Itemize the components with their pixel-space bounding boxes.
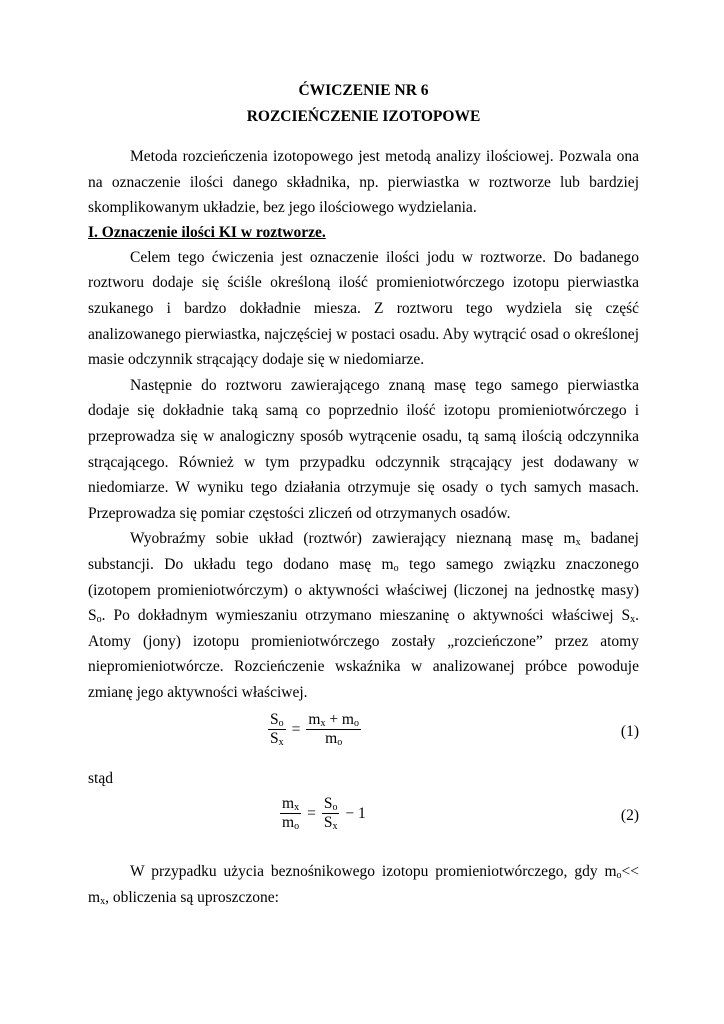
equation-1: [88, 709, 639, 763]
eq1-number: (1): [620, 723, 639, 741]
theory-sub-d: x: [630, 614, 636, 626]
eq1-equals: =: [291, 720, 301, 738]
theory-sub-c: o: [96, 614, 102, 626]
paragraph-goal: Celem tego ćwiczenia jest oznaczenie ilości jodu w roztworze. Do badanego roztworu dodaje się ściśle określoną ilość promieniotwórczego izotopu pierwiastka szukanego i bardzo dokładnie miesza. Z roztworu tego wydziela się część analizowanego pierwiastka, najczęściej w postaci osadu. Aby wytrącić osad o określonej masie odczynnik strącający dodaje się w niedomiarze.: [88, 248, 639, 369]
eq1-rhs-num-plus: + m: [325, 711, 354, 729]
eq1-rhs-num-a: m: [308, 711, 321, 729]
eq2-rhs-den-sub: x: [332, 821, 338, 833]
eq1-rhs-num-a-sub: x: [320, 718, 326, 730]
eq2-number: (2): [620, 807, 639, 825]
eq1-rhs-den-sub: o: [337, 737, 343, 749]
eq2-rhs-den: S: [323, 814, 333, 832]
section-heading: I. Oznaczenie ilości KI w roztworze.: [88, 223, 326, 241]
theory-text-c: tego samego związku znaczonego (izotopem promieniotwórczym) o aktywności właściwej (liczonej na jednostkę masy) S: [88, 555, 639, 625]
eq2-rhs-num: S: [323, 795, 333, 813]
eq1-lhs-den-sub: x: [278, 737, 284, 749]
equation-2: [88, 793, 639, 847]
paragraph-simplified: [88, 859, 639, 910]
theory-text-d: . Po dokładnym wymieszaniu otrzymano mieszaninę o aktywności właściwej S: [101, 607, 631, 625]
eq1-lhs-fraction: [268, 711, 286, 748]
simplified-text-c: , obliczenia są uproszczone:: [105, 889, 279, 907]
eq2-lhs-num-sub: x: [294, 802, 300, 814]
paragraph-theory: [88, 526, 639, 705]
eq1-lhs-den: S: [270, 730, 279, 748]
intro-paragraph: Metoda rozcieńczenia izotopowego jest metodą analizy ilościowej. Pozwala ona na oznaczenie ilości danego składnika, np. pierwiastka w roztworze lub bardziej skomplikowanym układzie, bez jego ilościowego wydzielania.: [88, 148, 639, 217]
eq1-lhs-num: S: [270, 711, 279, 729]
theory-sub-a: x: [575, 537, 581, 549]
eq2-equals: =: [307, 804, 316, 822]
eq2-lhs-den: m: [282, 814, 295, 832]
eq1-rhs-num-b-sub: o: [354, 718, 359, 730]
eq1-rhs-fraction: [306, 711, 361, 748]
document-subtitle: ROZCIEŃCZENIE IZOTOPOWE: [246, 108, 481, 125]
eq2-lhs-fraction: [280, 795, 301, 832]
eq2-minus-one: − 1: [345, 804, 366, 822]
theory-sub-b: o: [393, 562, 399, 574]
theory-text-e: . Atomy (jony) izotopu promieniotwórczego zostały „rozcieńczone” przez atomy niepromieniotwórcze. Rozcieńczenie wskaźnika w analizowanej próbce powoduje zmianę jego aktywności właściwej.: [88, 607, 639, 701]
eq2-rhs-num-sub: o: [332, 802, 338, 814]
paragraph-procedure: Następnie do roztworu zawierającego znaną masę tego samego pierwiastka dodaje się dokładnie taką samą co poprzednio ilość izotopu promieniotwórczego i przeprowadza się w analogiczny sposób wytrącenie osadu, tą samą ilością odczynnika strącającego. Również w tym przypadku odczynnik strącający jest dodawany w niedomiarze. W wyniku tego działania otrzymuje się osady o tych samych masach. Przeprowadza się pomiar częstości zliczeń od otrzymanych osadów.: [88, 376, 639, 522]
simplified-text-a: W przypadku użycia beznośnikowego izotopu promieniotwórczego, gdy m: [130, 863, 617, 881]
eq1-lhs-num-sub: o: [278, 718, 284, 730]
simplified-sub-b: x: [100, 896, 106, 908]
eq2-lhs-num: m: [282, 795, 295, 813]
document-title: ĆWICZENIE NR 6: [298, 82, 429, 99]
simplified-text-b: << m: [88, 863, 639, 907]
eq1-rhs-den: m: [325, 730, 338, 748]
theory-text-a: Wyobraźmy sobie układ (roztwór) zawierający nieznaną masę m: [130, 530, 576, 548]
theory-text-b: badanej substancji. Do układu tego dodano masę m: [88, 530, 639, 573]
stad-label: stąd: [88, 770, 113, 788]
document-page: [88, 78, 639, 911]
eq2-rhs-fraction: [322, 795, 340, 832]
simplified-sub-a: o: [616, 870, 622, 882]
eq2-lhs-den-sub: o: [294, 821, 300, 833]
